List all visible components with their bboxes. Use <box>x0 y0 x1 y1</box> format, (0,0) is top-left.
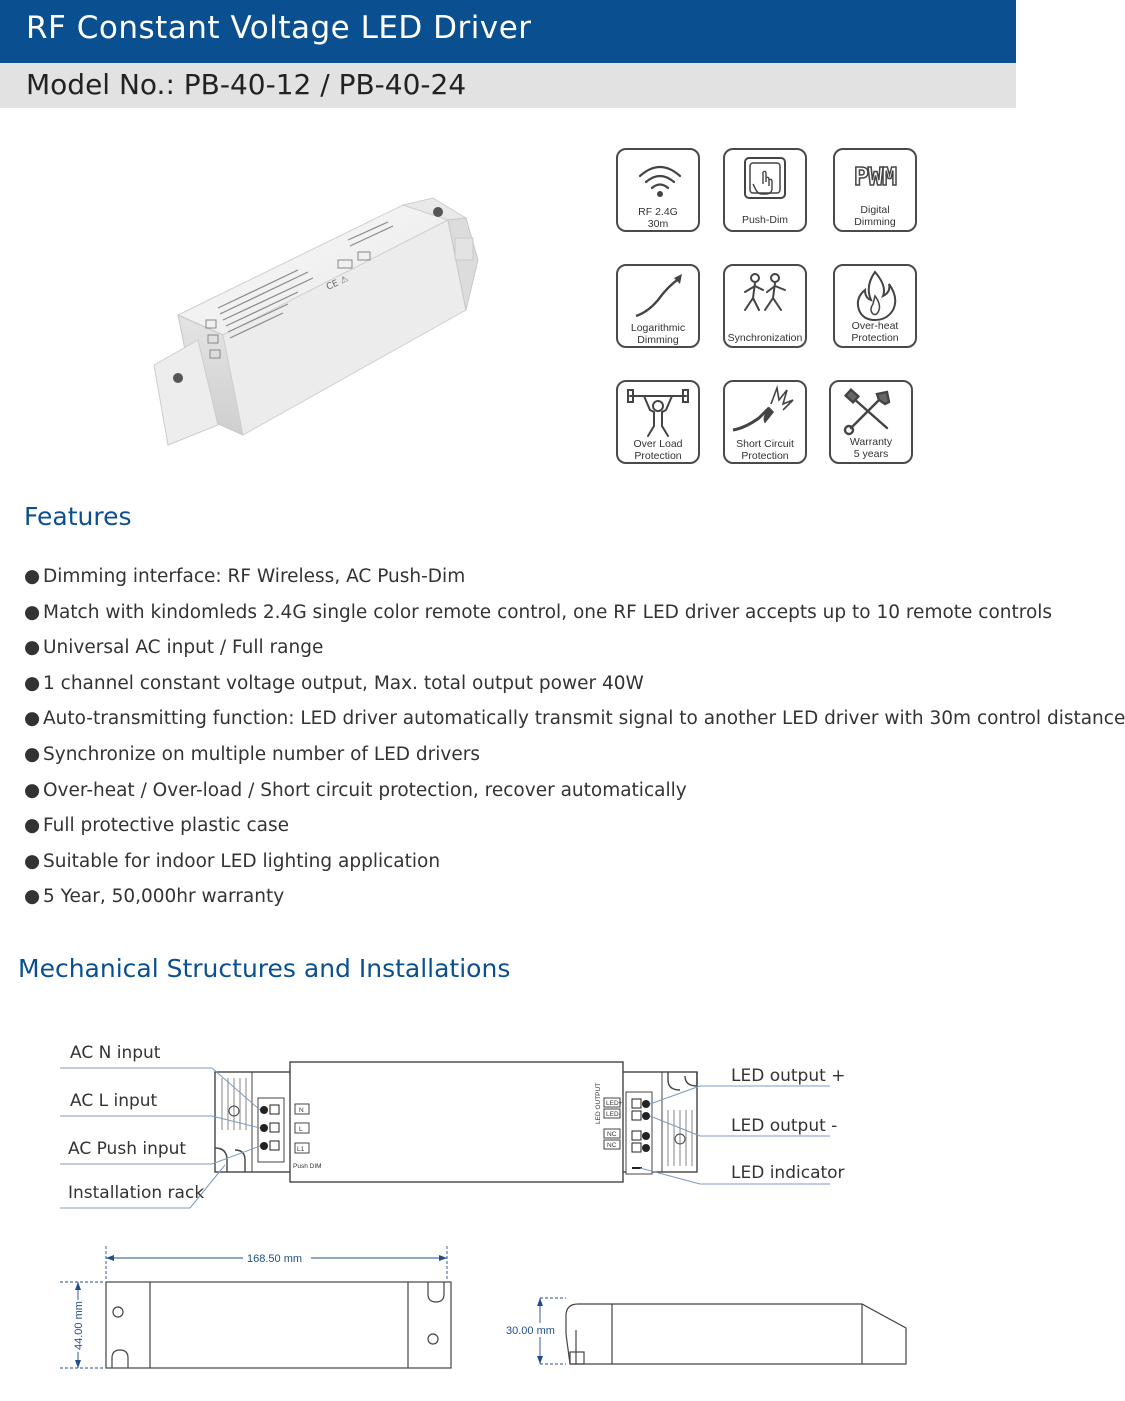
list-item <box>24 673 1125 709</box>
rf-label-line1: RF 2.4G <box>638 206 678 218</box>
dim-length: 168.50 mm <box>247 1253 303 1265</box>
overload-icon <box>616 380 700 464</box>
overheat-label-line2: Protection <box>851 332 899 344</box>
feature-text: Match with kindomleds 2.4G single color remote control, one RF LED driver accepts up to 10 remote controls <box>43 601 1053 623</box>
label-ac-l-input: AC L input <box>70 1091 158 1111</box>
feature-text: 5 Year, 50,000hr warranty <box>43 886 285 908</box>
features-list <box>24 566 1125 922</box>
bullet: ● <box>24 743 41 765</box>
rf-icon <box>616 148 700 232</box>
overload-label-line2: Protection <box>634 450 682 462</box>
short-label-line2: Protection <box>741 450 789 462</box>
bullet: ● <box>24 566 41 587</box>
bullet: ● <box>24 672 41 694</box>
feature-text: Full protective plastic case <box>43 815 290 837</box>
short-circuit-icon <box>723 380 807 464</box>
terminal-n: N <box>299 1107 304 1114</box>
bullet: ● <box>24 886 41 908</box>
list-item <box>24 780 1125 816</box>
list-item <box>24 851 1125 887</box>
bullet: ● <box>24 637 41 659</box>
feature-text: Synchronize on multiple number of LED drivers <box>43 743 480 765</box>
warranty-label-line2: 5 years <box>853 448 889 460</box>
warranty-icon <box>829 380 913 464</box>
bullet: ● <box>24 850 41 872</box>
push-dim-icon <box>723 148 807 232</box>
model-bar <box>0 63 1016 108</box>
feature-text: 1 channel constant voltage output, Max. total output power 40W <box>43 672 644 694</box>
feature-text: Suitable for indoor LED lighting application <box>43 850 441 872</box>
rf-label-line2: 30m <box>647 218 669 230</box>
terminal-led-plus: LED+ <box>606 1100 623 1107</box>
model-number: Model No.: PB-40-12 / PB-40-24 <box>26 68 467 101</box>
log-label-line2: Dimming <box>637 334 679 346</box>
feature-text: Dimming interface: RF Wireless, AC Push-Dim <box>43 566 466 587</box>
list-item <box>24 886 1125 922</box>
log-dimming-icon <box>616 264 700 348</box>
features-title: Features <box>24 502 132 531</box>
log-label-line1: Logarithmic <box>630 322 686 334</box>
mechanical-title: Mechanical Structures and Installations <box>18 954 511 983</box>
overload-label-line1: Over Load <box>633 438 683 450</box>
overheat-label-line1: Over-heat <box>851 320 899 332</box>
feature-text: Auto-transmitting function: LED driver automatically transmit signal to another LED driver with 30m control distance <box>43 708 1125 730</box>
list-item <box>24 602 1125 638</box>
list-item <box>24 637 1125 673</box>
terminal-nc-1: NC <box>607 1131 617 1138</box>
label-installation-rack: Installation rack <box>68 1183 205 1203</box>
sync-icon <box>723 264 807 348</box>
list-item <box>24 566 1125 602</box>
list-item <box>24 708 1125 744</box>
list-item <box>24 744 1125 780</box>
pwm-label-line2: Dimming <box>854 216 896 228</box>
list-item <box>24 815 1125 851</box>
dim-height: 30.00 mm <box>506 1325 555 1337</box>
title-bar <box>0 0 1016 63</box>
pwm-glyph: PWM <box>853 162 897 191</box>
feature-text: Over-heat / Over-load / Short circuit protection, recover automatically <box>43 779 687 801</box>
label-ac-push-input: AC Push input <box>68 1139 187 1159</box>
pwm-icon <box>833 148 917 232</box>
sync-label: Synchronization <box>727 332 803 344</box>
bullet: ● <box>24 779 41 801</box>
short-label-line1: Short Circuit <box>736 438 794 450</box>
push-dim-label: Push-Dim <box>741 214 789 226</box>
dim-width: 44.00 mm <box>73 1301 85 1350</box>
bullet: ● <box>24 601 41 623</box>
overheat-icon <box>833 264 917 348</box>
led-output-text: LED OUTPUT <box>595 1082 602 1124</box>
label-led-indicator: LED indicator <box>731 1163 845 1183</box>
label-led-output-plus: LED output + <box>731 1066 846 1086</box>
bullet: ● <box>24 708 41 730</box>
bullet: ● <box>24 815 41 837</box>
product-image <box>148 190 488 450</box>
feature-text: Universal AC input / Full range <box>43 637 324 659</box>
terminal-l: L <box>299 1126 303 1133</box>
label-ac-n-input: AC N input <box>70 1043 161 1063</box>
page-title: RF Constant Voltage LED Driver <box>26 10 532 46</box>
terminal-l1: L1 <box>297 1146 305 1153</box>
terminal-led-minus: LED- <box>606 1111 621 1118</box>
terminal-nc-2: NC <box>607 1142 617 1149</box>
warranty-label-line1: Warranty <box>849 436 893 448</box>
dimension-drawings <box>0 1240 1016 1380</box>
svg-text:CE ⚠: CE ⚠ <box>325 273 351 293</box>
label-led-output-minus: LED output - <box>731 1116 838 1136</box>
push-dim-text: Push DIM <box>293 1163 322 1170</box>
pwm-label-line1: Digital <box>860 204 890 216</box>
